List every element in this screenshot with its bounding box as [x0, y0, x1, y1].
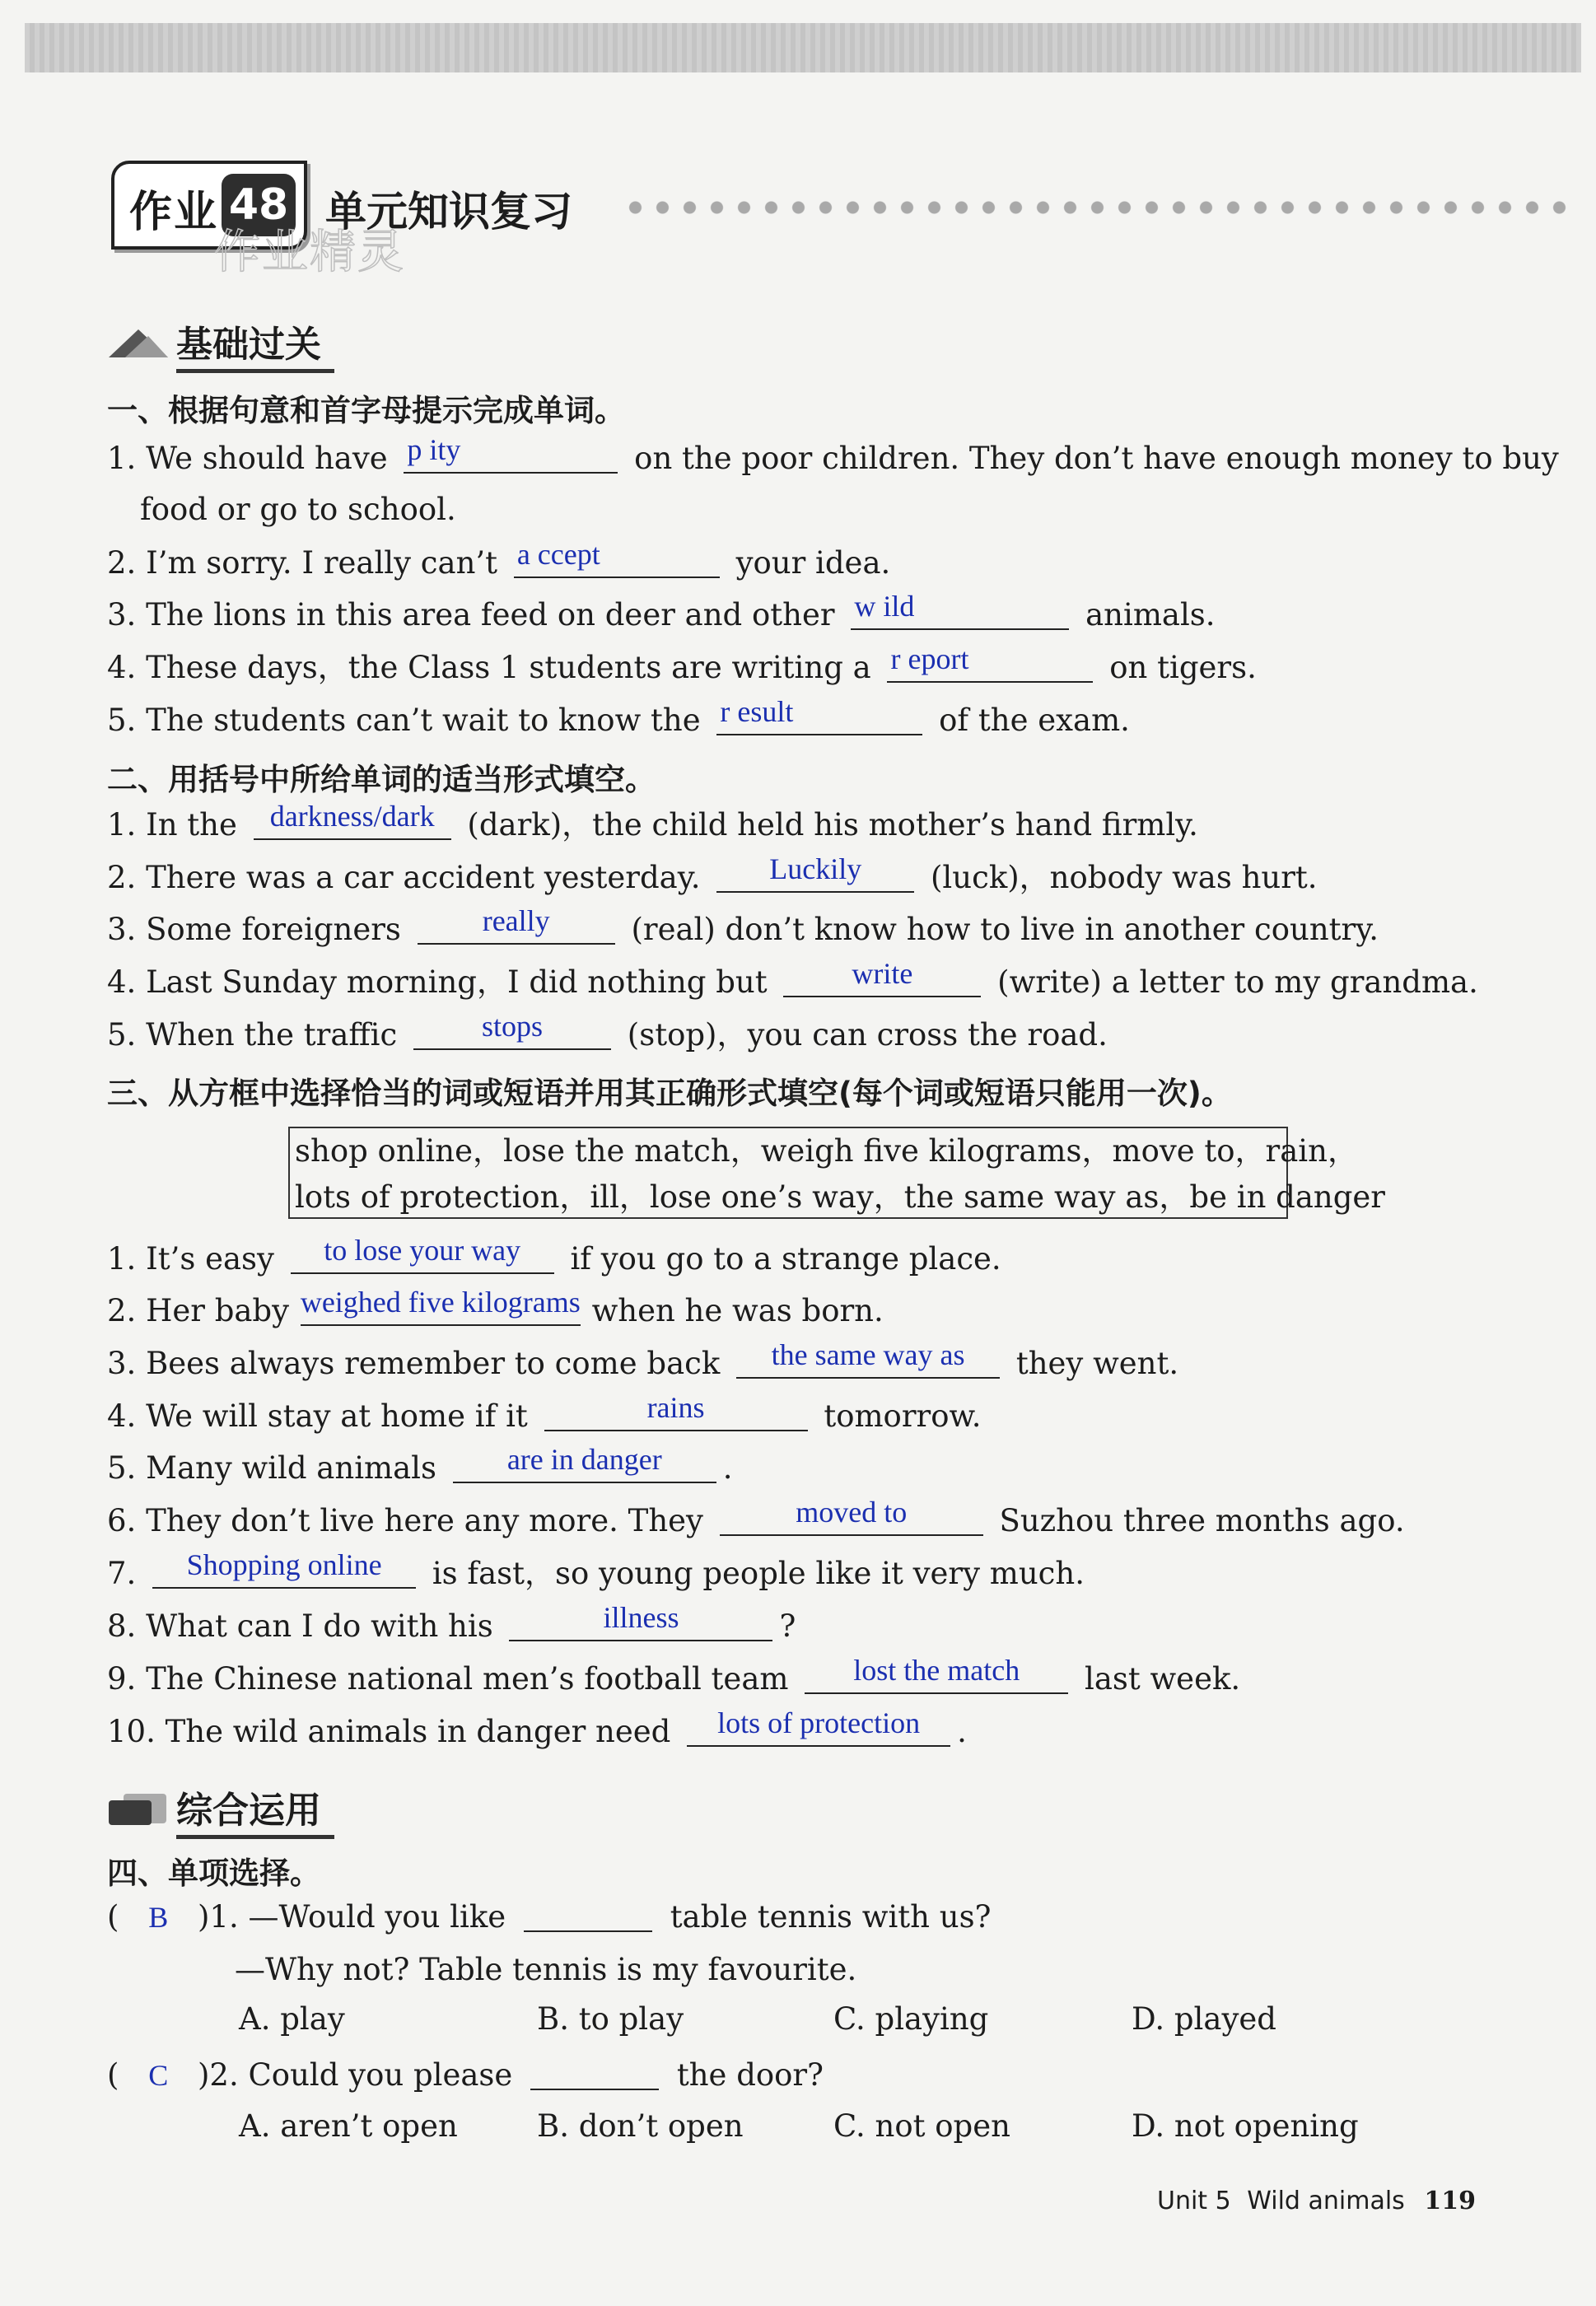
part1-item-3: 3. The lions in this area feed on deer and other w ild animals. [107, 595, 1216, 634]
mc-question-2: ( C )2. Could you please the door? [107, 2057, 824, 2093]
part3-item-8: 8. What can I do with his illness ? [107, 1607, 796, 1645]
answer-text: w ild [854, 590, 915, 623]
footer-title: Wild animals [1247, 2187, 1405, 2215]
part2-item-2: 2. There was a car accident yesterday. Luckily (luck)，nobody was hurt. [107, 858, 1318, 897]
word-bank-box [288, 1127, 1385, 1219]
answer-text: the same way as [771, 1338, 965, 1371]
answer-blank[interactable] [805, 1654, 1068, 1694]
answer-blank[interactable] [254, 800, 451, 840]
part3-heading: 三、从方框中选择恰当的词或短语并用其正确形式填空(每个词或短语只能用一次)。 [107, 1076, 1232, 1111]
answer-text: rains [646, 1391, 705, 1424]
answer-blank[interactable] [418, 904, 615, 945]
answer-text: weighed five kilograms [300, 1286, 581, 1319]
answer-blank[interactable] [783, 957, 981, 997]
answer-text: moved to [796, 1496, 908, 1529]
part3-item-1: 1. It’s easy to lose your way if you go to a strange place. [107, 1239, 1001, 1278]
triangle-icon [105, 326, 170, 359]
option-d[interactable]: D. played [1132, 2001, 1276, 2037]
answer-blank[interactable] [716, 695, 922, 735]
answer-text: a ccept [516, 538, 600, 571]
part3-item-6: 6. They don’t live here any more. They moved to Suzhou three months ago. [107, 1501, 1405, 1540]
part3-item-9: 9. The Chinese national men’s football team lost the match last week. [107, 1659, 1240, 1698]
part3-item-7: 7. Shopping online is fast，so young people like it very much. [107, 1554, 1085, 1593]
answer-blank[interactable] [544, 1391, 808, 1431]
option-c[interactable]: C. playing [833, 2001, 989, 2037]
answer-blank[interactable] [404, 433, 618, 474]
part1-heading: 一、根据句意和首字母提示完成单词。 [107, 393, 625, 428]
answer-blank[interactable] [716, 852, 914, 893]
mc-answer-2[interactable]: C [148, 2059, 169, 2092]
mc-question-1-line-2: —Why not? Table tennis is my favourite. [235, 1952, 857, 1987]
page-number: 119 [1424, 2187, 1476, 2215]
part3-item-10: 10. The wild animals in danger need lots of protection . [107, 1712, 967, 1751]
answer-blank[interactable] [720, 1496, 983, 1536]
mc-question-1: ( B )1. —Would you like table tennis with us? [107, 1899, 992, 1935]
answer-blank[interactable] [887, 642, 1093, 683]
option-a[interactable]: A. play [239, 2001, 345, 2037]
option-d[interactable]: D. not opening [1132, 2108, 1359, 2144]
answer-text: write [852, 957, 913, 990]
option-b[interactable]: B. don’t open [537, 2108, 744, 2144]
option-b[interactable]: B. to play [537, 2001, 684, 2037]
badge-text: 作业 [129, 188, 219, 237]
answer-blank[interactable] [509, 1601, 772, 1641]
part1-item-4: 4. These days，the Class 1 students are writing a r eport on tigers. [107, 648, 1257, 687]
answer-blank[interactable] [300, 1286, 581, 1326]
part2-item-4: 4. Last Sunday morning，I did nothing but write (write) a letter to my grandma. [107, 963, 1478, 1001]
part1-item-2: 2. I’m sorry. I really can’t a ccept your idea. [107, 544, 890, 582]
answer-text: are in danger [506, 1443, 662, 1476]
block-icon [105, 1792, 170, 1825]
answer-text: Shopping online [186, 1548, 382, 1581]
answer-text: Luckily [769, 852, 862, 885]
answer-text: r esult [720, 695, 794, 728]
answer-blank[interactable] [152, 1548, 416, 1589]
part2-heading: 二、用括号中所给单词的适当形式填空。 [107, 762, 656, 797]
answer-text: darkness/dark [269, 800, 435, 833]
part3-item-3: 3. Bees always remember to come back the same way as they went. [107, 1344, 1178, 1383]
part1-item-5: 5. The students can’t wait to know the r esult of the exam. [107, 701, 1130, 740]
mc-answer-1[interactable]: B [148, 1901, 169, 1934]
answer-text: lots of protection [717, 1706, 921, 1739]
answer-blank[interactable] [687, 1706, 950, 1747]
answer-blank[interactable] [851, 590, 1069, 630]
answer-text: r eport [890, 642, 969, 675]
section-title: 综合运用 [176, 1781, 334, 1839]
answer-text: p ity [407, 433, 461, 466]
word-bank-line-2: lots of protection，ill，lose one’s way，the same way as，be in danger [295, 1179, 1385, 1215]
answer-blank[interactable] [291, 1234, 554, 1274]
answer-blank[interactable] [453, 1443, 716, 1483]
mc-blank [524, 1901, 652, 1932]
footer-unit: Unit 5 [1157, 2187, 1231, 2215]
answer-text: stops [482, 1010, 544, 1043]
part2-item-3: 3. Some foreigners really (real) don’t know how to live in another country. [107, 910, 1379, 949]
option-c[interactable]: C. not open [833, 2108, 1010, 2144]
answer-text: lost the match [853, 1654, 1020, 1687]
top-border-strip [25, 23, 1581, 72]
dotted-divider [622, 200, 1569, 215]
part1-item-1: 1. We should have p ity on the poor children. They don’t have enough money to buy [107, 439, 1559, 478]
part2-item-1: 1. In the darkness/dark (dark)，the child held his mother’s hand firmly. [107, 805, 1198, 844]
section-title: 基础过关 [176, 315, 334, 373]
answer-text: really [482, 904, 550, 937]
page-footer [1157, 2187, 1476, 2215]
part3-item-2: 2. Her baby weighed five kilograms when he was born. [107, 1291, 884, 1330]
answer-blank[interactable] [514, 538, 720, 578]
word-bank-line-1: shop online，lose the match，weigh five kilograms，move to，rain， [295, 1133, 1358, 1169]
mc-blank [530, 2059, 659, 2090]
answer-text: to lose your way [324, 1234, 521, 1267]
part3-item-4: 4. We will stay at home if it rains tomorrow. [107, 1397, 982, 1435]
page-title: 单元知识复习 [325, 188, 572, 236]
part2-item-5: 5. When the traffic stops (stop)，you can cross the road. [107, 1015, 1108, 1054]
part3-item-5: 5. Many wild animals are in danger . [107, 1449, 733, 1487]
watermark: 作业精灵 [214, 226, 405, 279]
badge-number: 48 [222, 174, 296, 236]
answer-blank[interactable] [736, 1338, 1000, 1379]
part4-heading: 四、单项选择。 [107, 1856, 320, 1891]
option-a[interactable]: A. aren’t open [239, 2108, 458, 2144]
part1-item-1-continued: food or go to school. [140, 492, 456, 527]
answer-text: illness [603, 1601, 679, 1634]
answer-blank[interactable] [413, 1010, 611, 1050]
